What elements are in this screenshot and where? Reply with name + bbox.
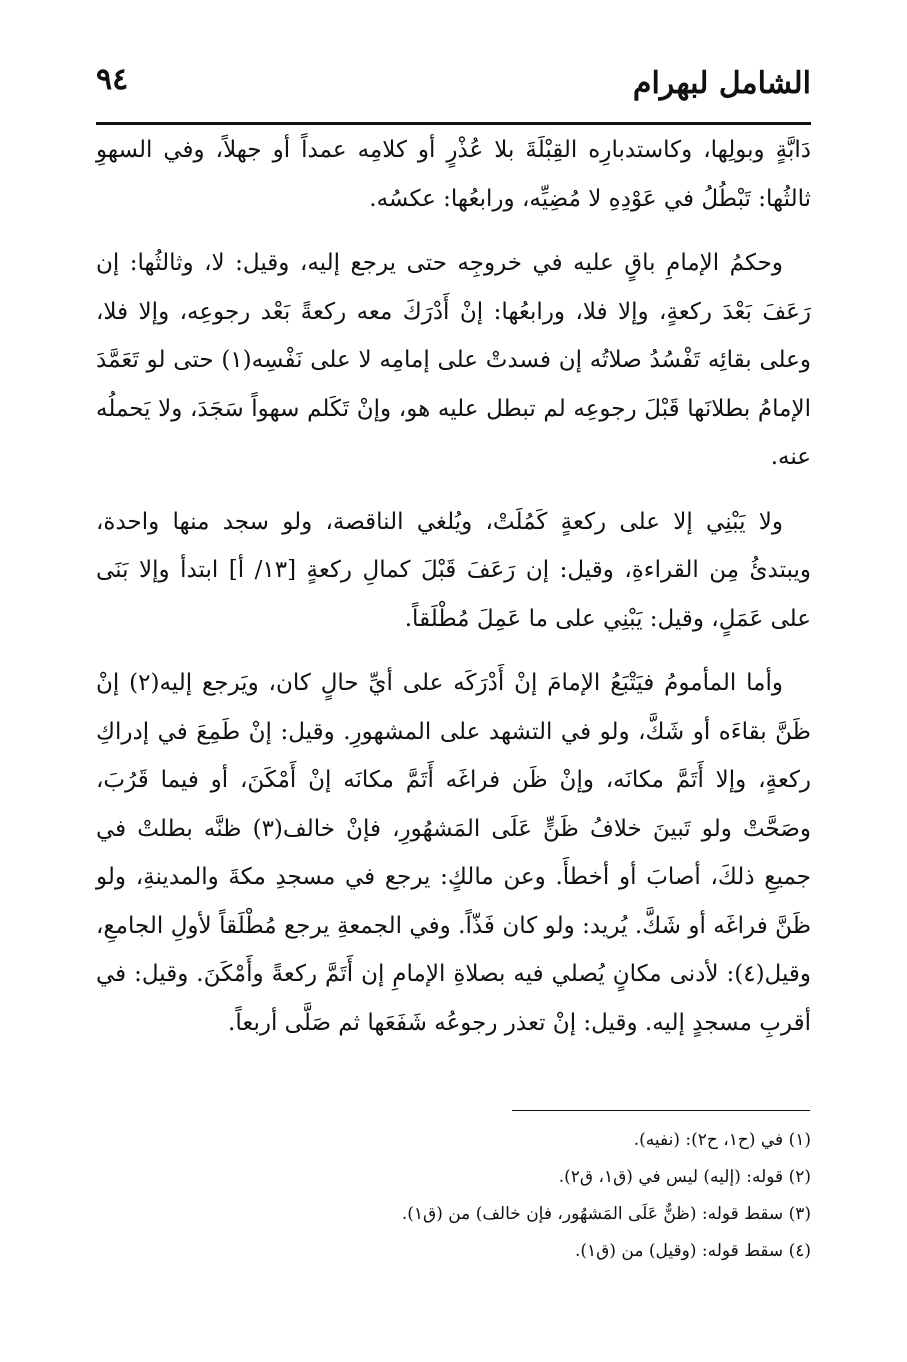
header-divider bbox=[96, 122, 811, 125]
footnote: (٤) سقط قوله: (وقيل) من (ق١). bbox=[574, 1241, 811, 1261]
paragraph: ولا يَبْنِي إلا على ركعةٍ كَمُلَتْ، ويُلغي الناقصة، ولو سجد منها واحدة، ويبتدئُ مِن القراءةِ، وقيل: إن رَعَفَ قَبْلَ كمالِ ركعةٍ [١٣/ أ] ابتدأ وإلا بَنَى على عَمَلٍ، وقيل: يَبْنِي على ما عَمِلَ مُطْلَقاً. bbox=[96, 508, 811, 632]
running-title: الشامل لبهرام bbox=[632, 66, 811, 101]
footnote: (١) في (ح١، ح٢): (نفيه). bbox=[633, 1130, 811, 1150]
main-text bbox=[96, 126, 811, 1063]
footnote: (٣) سقط قوله: (ظنٌّ عَلَى المَشهُور، فإن خالف) من (ق١). bbox=[401, 1204, 811, 1224]
page-number: ٩٤ bbox=[96, 62, 129, 97]
footnote: (٢) قوله: (إليه) ليس في (ق١، ق٢). bbox=[558, 1167, 811, 1187]
page-header bbox=[96, 62, 811, 112]
footnotes bbox=[96, 1122, 811, 1270]
footnote-divider bbox=[512, 1110, 810, 1111]
paragraph: وحكمُ الإمامِ باقٍ عليه في خروجِه حتى يرجع إليه، وقيل: لا، وثالثُها: إن رَعَفَ بَعْدَ ركعةٍ، وإلا فلا، ورابعُها: إنْ أَدْرَكَ معه ركعةً بَعْد رجوعِه، وإلا فلا، وعلى بقائِه تَفْسُدُ صلاتُه إن فسدتْ على إمامِه لا على نَفْسِه(١) حتى لو تَعَمَّدَ الإمامُ بطلانَها قَبْلَ رجوعِه لم تبطل عليه هو، وإنْ تَكَلم سهواً سَجَدَ، ولا يَحملُه عنه. bbox=[96, 250, 811, 470]
paragraph: وأما المأمومُ فيَتْبَعُ الإمامَ إنْ أَدْرَكَه على أيِّ حالٍ كان، ويَرجع إليه(٢) إنْ ظَنَّ بقاءَه أو شَكَّ، ولو في التشهد على المشهورِ. وقيل: إنْ طَمِعَ في إدراكِ ركعةٍ، وإلا أَتَمَّ مكانَه، وإنْ ظَن فراغَه أَتَمَّ مكانَه إنْ أَمْكَنَ، أو فيما قَرُبَ، وصَحَّتْ ولو تَبينَ خلافُ ظَنٍّ عَلَى المَشهُورِ، فإنْ خالف(٣) ظنَّه بطلتْ في جميعِ ذلكَ، أصابَ أو أخطأَ. وعن مالكٍ: يرجع في مسجدِ مكةَ والمدينةِ، ولو ظَنَّ فراغَه أو شَكَّ. يُريد: ولو كان فَذّاً. وفي الجمعةِ يرجع مُطْلَقاً لأولِ الجامعِ، وقيل(٤): لأدنى مكانٍ يُصلي فيه بصلاةِ الإمامِ إن أَتَمَّ ركعةً وأَمْكَنَ. وقيل: في أقربِ مسجدٍ إليه. وقيل: إنْ تعذر رجوعُه شَفَعَها ثم صَلَّى أربعاً. bbox=[96, 670, 811, 1036]
paragraph: دَابَّةٍ وبولِها، وكاستدبارِه القِبْلَةَ بلا عُذْرٍ أو كلامِه عمداً أو جهلاً، وفي السهوِ ثالثُها: تَبْطُلُ في عَوْدِهِ لا مُضِيِّه، ورابعُها: عكسُه. bbox=[96, 137, 811, 212]
